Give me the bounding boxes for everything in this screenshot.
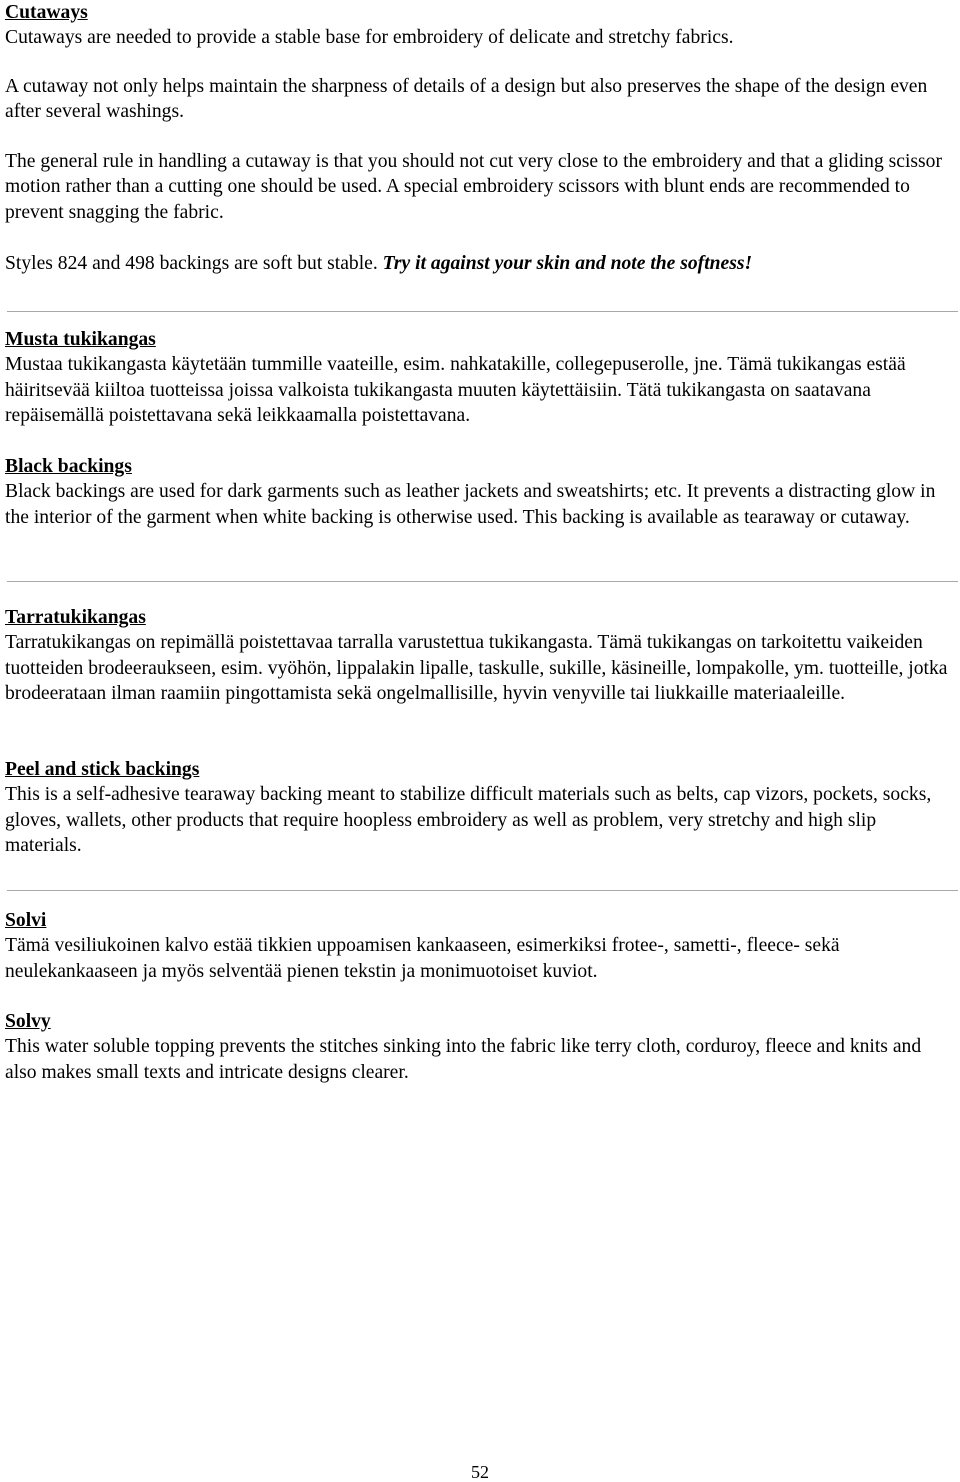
styles-text: Styles 824 and 498 backings are soft but stable. <box>5 253 383 274</box>
divider <box>7 581 958 582</box>
section-black-backings <box>5 454 953 530</box>
section-solvi <box>5 908 953 984</box>
heading-solvy: Solvy <box>5 1011 51 1032</box>
section-solvy <box>5 1009 953 1085</box>
divider <box>7 890 958 891</box>
section-peel-and-stick <box>5 757 953 858</box>
divider <box>7 311 958 312</box>
section-cutaways-p2 <box>5 74 953 125</box>
cutaways-paragraph-2: A cutaway not only helps maintain the sharpness of details of a design but also preserves the shape of the design even after several washings. <box>5 76 928 123</box>
heading-musta-tukikangas: Musta tukikangas <box>5 329 156 350</box>
page-number: 52 <box>471 1462 489 1482</box>
solvi-body: Tämä vesiliukoinen kalvo estää tikkien uppoamisen kankaaseen, esimerkiksi frotee-, sametti-, fleece- sekä neulekankaaseen ja myös selventää pienen tekstin ja monimuotoiset kuviot. <box>5 935 840 982</box>
heading-cutaways: Cutaways <box>5 2 88 23</box>
heading-solvi: Solvi <box>5 910 47 931</box>
softness-emphasis: Try it against your skin and note the softness! <box>382 253 753 274</box>
peel-body: This is a self-adhesive tearaway backing meant to stabilize difficult materials such as belts, cap vizors, pockets, socks, gloves, wallets, other products that require hoopless embroidery as well as problem, very stretchy and high slip materials. <box>5 784 932 856</box>
heading-black-backings: Black backings <box>5 456 132 477</box>
cutaways-paragraph-1: Cutaways are needed to provide a stable base for embroidery of delicate and stretchy fabrics. <box>5 27 734 49</box>
black-body: Black backings are used for dark garments such as leather jackets and sweatshirts; etc. It prevents a distracting glow in the interior of the garment when white backing is otherwise used. This backing is available as tearaway or cutaway. <box>5 481 936 528</box>
heading-tarratukikangas: Tarratukikangas <box>5 607 146 628</box>
section-musta-tukikangas <box>5 327 953 428</box>
cutaways-paragraph-4 <box>5 251 953 276</box>
heading-peel-and-stick: Peel and stick backings <box>5 759 200 780</box>
section-tarratukikangas <box>5 605 953 706</box>
solvy-body: This water soluble topping prevents the stitches sinking into the fabric like terry cloth, corduroy, fleece and knits and also makes small texts and intricate designs clearer. <box>5 1036 922 1083</box>
section-cutaways <box>5 0 953 51</box>
section-cutaways-p4 <box>5 251 953 276</box>
musta-body: Mustaa tukikangasta käytetään tummille vaateille, esim. nahkatakille, collegepuserolle, jne. Tämä tukikangas estää häiritsevää kiiltoa tuotteissa joissa valkoista tukikangasta muuten käytettäisiin. Tätä tukikangasta on saatavana repäisemällä poistettavana sekä leikkaamalla poistettavana. <box>5 354 906 426</box>
cutaways-paragraph-3: The general rule in handling a cutaway is that you should not cut very close to the embroidery and that a gliding scissor motion rather than a cutting one should be used. A special embroidery scissors with blunt ends are recommended to prevent snagging the fabric. <box>5 151 942 223</box>
tarra-body: Tarratukikangas on repimällä poistettavaa tarralla varustettua tukikangasta. Tämä tukikangas on tarkoitettu vaikeiden tuotteiden brodeeraukseen, esim. vyöhön, lippalakin lipalle, taskulle, sukille, käsineille, lompakolle, ym. tuotteille, jotka brodeerataan ilman raamiin pingottamista sekä ongelmallisille, hyvin venyville tai liukkaille materiaaleille. <box>5 632 948 704</box>
section-cutaways-p3 <box>5 149 953 225</box>
